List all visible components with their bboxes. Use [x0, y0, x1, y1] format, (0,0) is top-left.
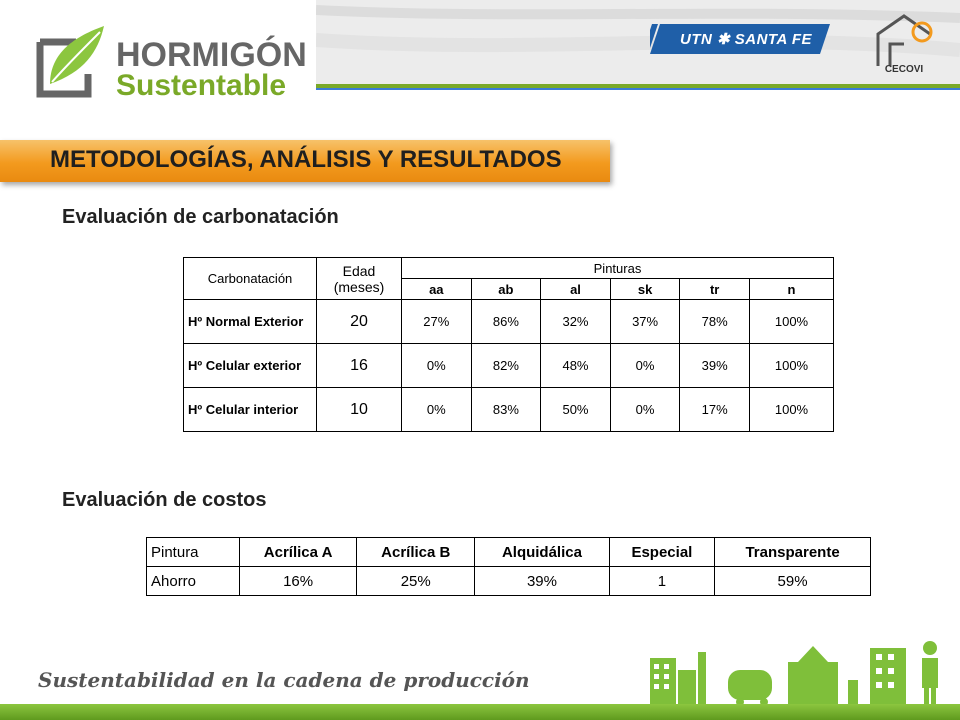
costs-header-cell: Pintura: [147, 538, 240, 567]
costs-cell: 1: [609, 567, 714, 596]
col-carbonatacion: Carbonatación: [184, 258, 317, 300]
table-cell: 27%: [402, 300, 472, 344]
row-edad: 16: [317, 344, 402, 388]
table-row: [184, 344, 834, 388]
header-band: [316, 0, 960, 86]
costs-header-cell: Acrílica A: [240, 538, 357, 567]
paint-header: al: [541, 279, 611, 300]
production-chain-illustration: [648, 640, 960, 706]
table-cell: 32%: [541, 300, 611, 344]
cecovi-label: CECOVI: [884, 64, 924, 75]
paint-header: tr: [680, 279, 750, 300]
hormigon-sustentable-logo: [36, 8, 306, 108]
brand-line1: HORMIGÓN: [116, 36, 307, 74]
table-cell: 39%: [680, 344, 750, 388]
table-header-row: [147, 538, 871, 567]
table-cell: 0%: [610, 344, 680, 388]
costs-table: [146, 537, 871, 596]
footer-bar: [0, 704, 960, 720]
row-name: Hº Celular interior: [184, 388, 317, 432]
costs-header-cell: Acrílica B: [357, 538, 475, 567]
table-cell: 82%: [471, 344, 541, 388]
costs-cell: Ahorro: [147, 567, 240, 596]
row-edad: 10: [317, 388, 402, 432]
costs-cell: 59%: [715, 567, 871, 596]
costs-cell: 16%: [240, 567, 357, 596]
brand-line2: Sustentable: [116, 69, 287, 102]
table-cell: 50%: [541, 388, 611, 432]
section-title: METODOLOGÍAS, ANÁLISIS Y RESULTADOS: [50, 146, 562, 173]
row-name: Hº Celular exterior: [184, 344, 317, 388]
paint-header: sk: [610, 279, 680, 300]
row-name: Hº Normal Exterior: [184, 300, 317, 344]
paint-header: aa: [402, 279, 472, 300]
costs-header-cell: Especial: [609, 538, 714, 567]
table-header-row: [184, 258, 834, 279]
costs-cell: 39%: [475, 567, 609, 596]
paint-header: ab: [471, 279, 541, 300]
table-cell: 37%: [610, 300, 680, 344]
row-edad: 20: [317, 300, 402, 344]
utn-label: UTN ✱ SANTA FE: [680, 31, 813, 48]
costs-heading: Evaluación de costos: [62, 489, 267, 511]
col-edad: Edad (meses): [317, 258, 402, 300]
table-row: [184, 300, 834, 344]
table-cell: 0%: [402, 388, 472, 432]
table-cell: 48%: [541, 344, 611, 388]
table-cell: 17%: [680, 388, 750, 432]
costs-header-cell: Transparente: [715, 538, 871, 567]
table-cell: 86%: [471, 300, 541, 344]
table-cell: 0%: [402, 344, 472, 388]
table-cell: 100%: [749, 388, 833, 432]
carbonation-table: [183, 257, 834, 432]
carbonation-heading: Evaluación de carbonatación: [62, 206, 339, 228]
paint-header: n: [749, 279, 833, 300]
table-row: [147, 567, 871, 596]
table-cell: 83%: [471, 388, 541, 432]
table-cell: 78%: [680, 300, 750, 344]
col-pinturas: Pinturas: [402, 258, 834, 279]
costs-cell: 25%: [357, 567, 475, 596]
leaf-logo-icon: [36, 22, 106, 98]
table-row: [184, 388, 834, 432]
costs-header-cell: Alquidálica: [475, 538, 609, 567]
table-cell: 100%: [749, 344, 833, 388]
table-cell: 0%: [610, 388, 680, 432]
footer-tagline: Sustentabilidad en la cadena de producción: [38, 668, 530, 692]
table-cell: 100%: [749, 300, 833, 344]
header-blue-line: [316, 88, 960, 90]
